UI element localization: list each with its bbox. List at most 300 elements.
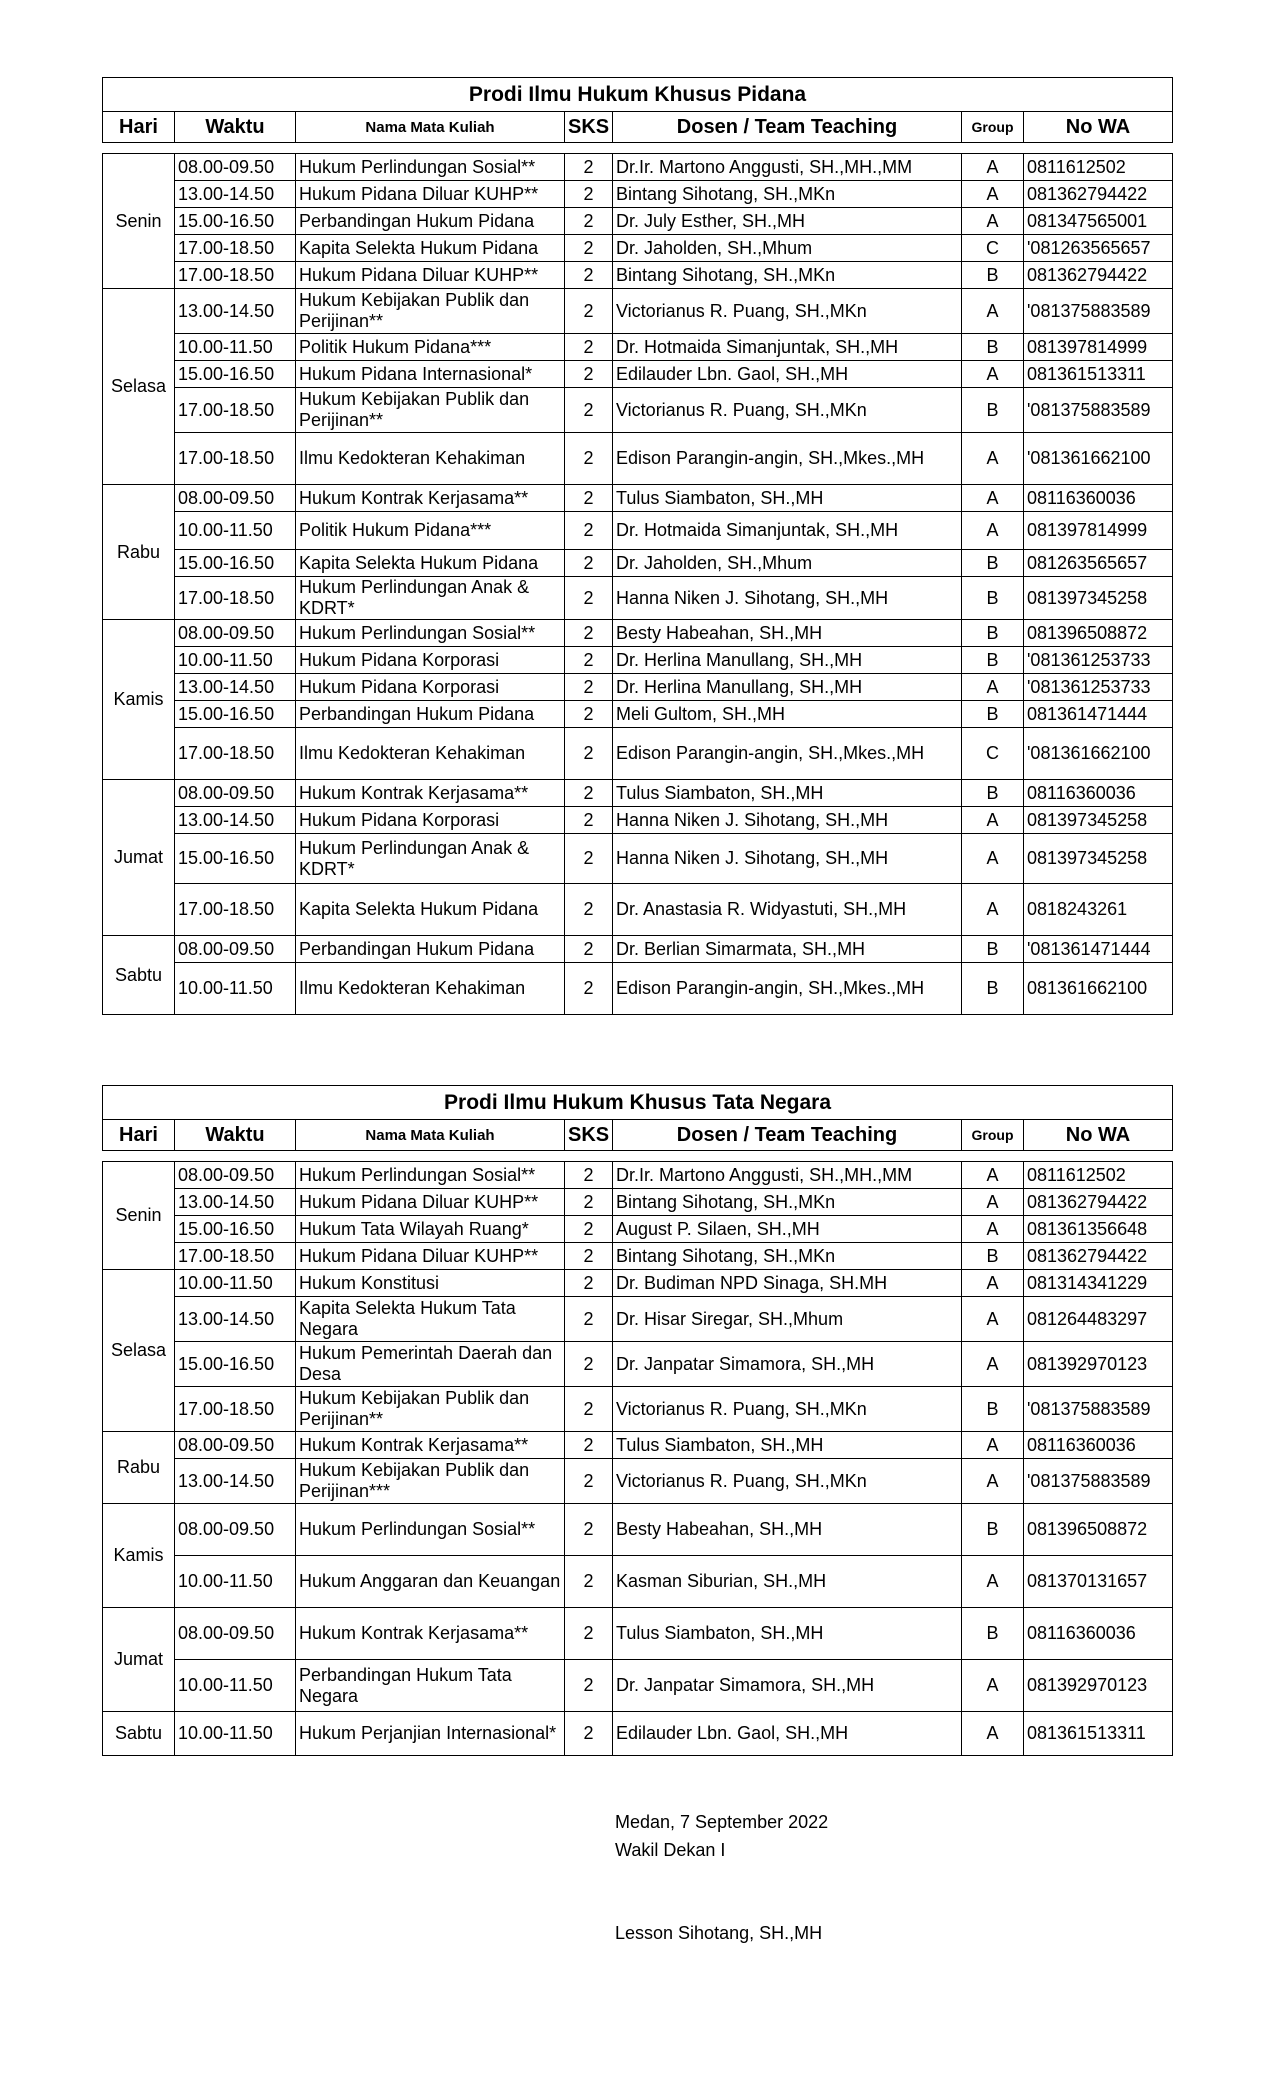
group-cell: B: [962, 334, 1024, 361]
group-cell: B: [962, 1387, 1024, 1432]
sks-cell: 2: [565, 235, 613, 262]
time-cell: 10.00-11.50: [175, 647, 296, 674]
wa-number-cell: 081392970123: [1024, 1660, 1173, 1712]
header-dosen: Dosen / Team Teaching: [613, 112, 962, 143]
tata-negara-rows: [103, 1162, 1173, 1756]
time-cell: 15.00-16.50: [175, 1342, 296, 1387]
day-cell: Rabu: [103, 485, 175, 620]
wa-number-cell: 081397814999: [1024, 512, 1173, 550]
group-cell: B: [962, 701, 1024, 728]
course-cell: Hukum Kebijakan Publik dan Perijinan**: [296, 289, 565, 334]
wa-number-cell: 081361662100: [1024, 963, 1173, 1015]
wa-number-cell: 081362794422: [1024, 262, 1173, 289]
group-cell: A: [962, 1342, 1024, 1387]
tata-negara-table: [102, 1085, 1173, 1756]
time-cell: 17.00-18.50: [175, 235, 296, 262]
group-cell: B: [962, 388, 1024, 433]
table-row: [103, 780, 1173, 807]
day-cell: Selasa: [103, 1270, 175, 1432]
time-cell: 15.00-16.50: [175, 550, 296, 577]
table-row: [103, 807, 1173, 834]
header-mata-kuliah: Nama Mata Kuliah: [296, 112, 565, 143]
lecturer-cell: Edison Parangin-angin, SH.,Mkes.,MH: [613, 433, 962, 485]
time-cell: 10.00-11.50: [175, 1712, 296, 1756]
time-cell: 13.00-14.50: [175, 674, 296, 701]
group-cell: A: [962, 361, 1024, 388]
time-cell: 08.00-09.50: [175, 1162, 296, 1189]
day-cell: Sabtu: [103, 936, 175, 1015]
sks-cell: 2: [565, 1504, 613, 1556]
sks-cell: 2: [565, 1162, 613, 1189]
table-row: [103, 388, 1173, 433]
group-cell: A: [962, 674, 1024, 701]
header-no-wa: No WA: [1024, 112, 1173, 143]
sks-cell: 2: [565, 1432, 613, 1459]
lecturer-cell: Dr. Hotmaida Simanjuntak, SH.,MH: [613, 512, 962, 550]
header-dosen: Dosen / Team Teaching: [613, 1120, 962, 1151]
time-cell: 15.00-16.50: [175, 361, 296, 388]
wa-number-cell: '081361662100: [1024, 728, 1173, 780]
sks-cell: 2: [565, 936, 613, 963]
lecturer-cell: Dr. Budiman NPD Sinaga, SH.MH: [613, 1270, 962, 1297]
table-row: [103, 963, 1173, 1015]
time-cell: 08.00-09.50: [175, 1608, 296, 1660]
lecturer-cell: Bintang Sihotang, SH.,MKn: [613, 262, 962, 289]
time-cell: 10.00-11.50: [175, 963, 296, 1015]
sks-cell: 2: [565, 262, 613, 289]
wa-number-cell: 0811612502: [1024, 1162, 1173, 1189]
schedule-table-tata-negara: [102, 1085, 1172, 1756]
table-row: [103, 208, 1173, 235]
sks-cell: 2: [565, 1297, 613, 1342]
wa-number-cell: 08116360036: [1024, 485, 1173, 512]
sks-cell: 2: [565, 388, 613, 433]
lecturer-cell: Dr. Jaholden, SH.,Mhum: [613, 550, 962, 577]
course-cell: Hukum Kontrak Kerjasama**: [296, 780, 565, 807]
table-row: [103, 181, 1173, 208]
signature-position: Wakil Dekan I: [615, 1840, 726, 1860]
wa-number-cell: 0818243261: [1024, 884, 1173, 936]
wa-number-cell: 081397814999: [1024, 334, 1173, 361]
header-group: Group: [962, 112, 1024, 143]
group-cell: B: [962, 1504, 1024, 1556]
table-row: [103, 701, 1173, 728]
table-row: [103, 1556, 1173, 1608]
course-cell: Hukum Kontrak Kerjasama**: [296, 485, 565, 512]
course-cell: Kapita Selekta Hukum Tata Negara: [296, 1297, 565, 1342]
wa-number-cell: 081396508872: [1024, 620, 1173, 647]
table-row: [103, 728, 1173, 780]
header-mata-kuliah: Nama Mata Kuliah: [296, 1120, 565, 1151]
wa-number-cell: '081361253733: [1024, 674, 1173, 701]
course-cell: Hukum Kontrak Kerjasama**: [296, 1608, 565, 1660]
sks-cell: 2: [565, 1608, 613, 1660]
lecturer-cell: Besty Habeahan, SH.,MH: [613, 1504, 962, 1556]
wa-number-cell: '081361471444: [1024, 936, 1173, 963]
group-cell: B: [962, 620, 1024, 647]
group-cell: B: [962, 936, 1024, 963]
table-row: [103, 1459, 1173, 1504]
time-cell: 13.00-14.50: [175, 1297, 296, 1342]
group-cell: A: [962, 1432, 1024, 1459]
sks-cell: 2: [565, 701, 613, 728]
wa-number-cell: '081375883589: [1024, 1459, 1173, 1504]
time-cell: 10.00-11.50: [175, 512, 296, 550]
group-cell: A: [962, 1556, 1024, 1608]
sks-cell: 2: [565, 1216, 613, 1243]
course-cell: Hukum Perlindungan Sosial**: [296, 620, 565, 647]
sks-cell: 2: [565, 512, 613, 550]
group-cell: A: [962, 1712, 1024, 1756]
signature-name: Lesson Sihotang, SH.,MH: [615, 1923, 823, 1943]
table-row: [103, 334, 1173, 361]
header-hari: Hari: [103, 1120, 175, 1151]
sks-cell: 2: [565, 181, 613, 208]
lecturer-cell: Edison Parangin-angin, SH.,Mkes.,MH: [613, 728, 962, 780]
table-title: Prodi Ilmu Hukum Khusus Pidana: [103, 78, 1173, 112]
sks-cell: 2: [565, 361, 613, 388]
lecturer-cell: Dr. Anastasia R. Widyastuti, SH.,MH: [613, 884, 962, 936]
course-cell: Kapita Selekta Hukum Pidana: [296, 550, 565, 577]
time-cell: 13.00-14.50: [175, 289, 296, 334]
table-row: [103, 550, 1173, 577]
time-cell: 15.00-16.50: [175, 834, 296, 884]
wa-number-cell: 081264483297: [1024, 1297, 1173, 1342]
schedule-table-pidana: [102, 77, 1172, 1015]
group-cell: C: [962, 728, 1024, 780]
course-cell: Hukum Pidana Diluar KUHP**: [296, 1243, 565, 1270]
lecturer-cell: Hanna Niken J. Sihotang, SH.,MH: [613, 834, 962, 884]
lecturer-cell: Tulus Siambaton, SH.,MH: [613, 1432, 962, 1459]
course-cell: Politik Hukum Pidana***: [296, 512, 565, 550]
group-cell: A: [962, 289, 1024, 334]
wa-number-cell: 081361513311: [1024, 361, 1173, 388]
table-row: [103, 235, 1173, 262]
pidana-rows: [103, 154, 1173, 1015]
group-cell: A: [962, 485, 1024, 512]
lecturer-cell: Tulus Siambaton, SH.,MH: [613, 780, 962, 807]
table-row: [103, 1712, 1173, 1756]
sks-cell: 2: [565, 1342, 613, 1387]
header-no-wa: No WA: [1024, 1120, 1173, 1151]
wa-number-cell: 081392970123: [1024, 1342, 1173, 1387]
time-cell: 13.00-14.50: [175, 1459, 296, 1504]
time-cell: 13.00-14.50: [175, 181, 296, 208]
sks-cell: 2: [565, 1189, 613, 1216]
wa-number-cell: '081361662100: [1024, 433, 1173, 485]
group-cell: A: [962, 1459, 1024, 1504]
course-cell: Kapita Selekta Hukum Pidana: [296, 235, 565, 262]
sks-cell: 2: [565, 485, 613, 512]
group-cell: B: [962, 647, 1024, 674]
group-cell: A: [962, 807, 1024, 834]
sks-cell: 2: [565, 1270, 613, 1297]
time-cell: 15.00-16.50: [175, 208, 296, 235]
course-cell: Hukum Kontrak Kerjasama**: [296, 1432, 565, 1459]
wa-number-cell: 0811612502: [1024, 154, 1173, 181]
table-row: [103, 1162, 1173, 1189]
table-row: [103, 512, 1173, 550]
lecturer-cell: Tulus Siambaton, SH.,MH: [613, 485, 962, 512]
header-sks: SKS: [565, 112, 613, 143]
time-cell: 08.00-09.50: [175, 154, 296, 181]
group-cell: A: [962, 181, 1024, 208]
sks-cell: 2: [565, 728, 613, 780]
wa-number-cell: 081361513311: [1024, 1712, 1173, 1756]
table-row: [103, 577, 1173, 620]
day-cell: Senin: [103, 154, 175, 289]
group-cell: A: [962, 1270, 1024, 1297]
lecturer-cell: Dr. Janpatar Simamora, SH.,MH: [613, 1342, 962, 1387]
course-cell: Kapita Selekta Hukum Pidana: [296, 884, 565, 936]
sks-cell: 2: [565, 807, 613, 834]
time-cell: 08.00-09.50: [175, 1432, 296, 1459]
time-cell: 17.00-18.50: [175, 388, 296, 433]
sks-cell: 2: [565, 1387, 613, 1432]
day-cell: Senin: [103, 1162, 175, 1270]
course-cell: Hukum Tata Wilayah Ruang*: [296, 1216, 565, 1243]
group-cell: A: [962, 433, 1024, 485]
header-waktu: Waktu: [175, 112, 296, 143]
course-cell: Hukum Pidana Korporasi: [296, 647, 565, 674]
wa-number-cell: 081361471444: [1024, 701, 1173, 728]
time-cell: 10.00-11.50: [175, 1556, 296, 1608]
sks-cell: 2: [565, 834, 613, 884]
course-cell: Hukum Anggaran dan Keuangan: [296, 1556, 565, 1608]
course-cell: Politik Hukum Pidana***: [296, 334, 565, 361]
wa-number-cell: 081396508872: [1024, 1504, 1173, 1556]
sks-cell: 2: [565, 550, 613, 577]
table-row: [103, 289, 1173, 334]
time-cell: 10.00-11.50: [175, 1270, 296, 1297]
wa-number-cell: 081362794422: [1024, 1189, 1173, 1216]
time-cell: 17.00-18.50: [175, 1387, 296, 1432]
lecturer-cell: Victorianus R. Puang, SH.,MKn: [613, 1387, 962, 1432]
sks-cell: 2: [565, 577, 613, 620]
sks-cell: 2: [565, 1243, 613, 1270]
group-cell: A: [962, 1162, 1024, 1189]
group-cell: A: [962, 1216, 1024, 1243]
lecturer-cell: Dr. Herlina Manullang, SH.,MH: [613, 674, 962, 701]
course-cell: Hukum Pidana Diluar KUHP**: [296, 1189, 565, 1216]
time-cell: 17.00-18.50: [175, 262, 296, 289]
time-cell: 10.00-11.50: [175, 334, 296, 361]
day-cell: Kamis: [103, 620, 175, 780]
wa-number-cell: 081397345258: [1024, 834, 1173, 884]
lecturer-cell: Dr. Hisar Siregar, SH.,Mhum: [613, 1297, 962, 1342]
header-hari: Hari: [103, 112, 175, 143]
course-cell: Hukum Pidana Diluar KUHP**: [296, 262, 565, 289]
wa-number-cell: 081362794422: [1024, 1243, 1173, 1270]
time-cell: 15.00-16.50: [175, 1216, 296, 1243]
time-cell: 08.00-09.50: [175, 1504, 296, 1556]
course-cell: Hukum Konstitusi: [296, 1270, 565, 1297]
header-waktu: Waktu: [175, 1120, 296, 1151]
day-cell: Jumat: [103, 780, 175, 936]
lecturer-cell: Edilauder Lbn. Gaol, SH.,MH: [613, 1712, 962, 1756]
time-cell: 17.00-18.50: [175, 1243, 296, 1270]
lecturer-cell: Kasman Siburian, SH.,MH: [613, 1556, 962, 1608]
course-cell: Ilmu Kedokteran Kehakiman: [296, 963, 565, 1015]
course-cell: Hukum Perlindungan Anak & KDRT*: [296, 577, 565, 620]
table-row: [103, 1297, 1173, 1342]
wa-number-cell: '081375883589: [1024, 289, 1173, 334]
wa-number-cell: 081397345258: [1024, 577, 1173, 620]
wa-number-cell: 081397345258: [1024, 807, 1173, 834]
lecturer-cell: Dr. Janpatar Simamora, SH.,MH: [613, 1660, 962, 1712]
sks-cell: 2: [565, 1556, 613, 1608]
wa-number-cell: 081347565001: [1024, 208, 1173, 235]
pidana-table: [102, 77, 1173, 1015]
group-cell: A: [962, 884, 1024, 936]
table-row: [103, 884, 1173, 936]
sks-cell: 2: [565, 620, 613, 647]
lecturer-cell: Edison Parangin-angin, SH.,Mkes.,MH: [613, 963, 962, 1015]
course-cell: Hukum Pidana Korporasi: [296, 807, 565, 834]
table-row: [103, 936, 1173, 963]
group-cell: B: [962, 262, 1024, 289]
course-cell: Hukum Perlindungan Sosial**: [296, 154, 565, 181]
time-cell: 15.00-16.50: [175, 701, 296, 728]
wa-number-cell: '081375883589: [1024, 1387, 1173, 1432]
table-row: [103, 1608, 1173, 1660]
sks-cell: 2: [565, 208, 613, 235]
wa-number-cell: 081362794422: [1024, 181, 1173, 208]
header-group: Group: [962, 1120, 1024, 1151]
table-row: [103, 154, 1173, 181]
wa-number-cell: '081375883589: [1024, 388, 1173, 433]
group-cell: B: [962, 963, 1024, 1015]
time-cell: 08.00-09.50: [175, 620, 296, 647]
table-row: [103, 1243, 1173, 1270]
group-cell: A: [962, 154, 1024, 181]
lecturer-cell: Meli Gultom, SH.,MH: [613, 701, 962, 728]
table-row: [103, 262, 1173, 289]
course-cell: Ilmu Kedokteran Kehakiman: [296, 728, 565, 780]
lecturer-cell: Dr.Ir. Martono Anggusti, SH.,MH.,MM: [613, 154, 962, 181]
course-cell: Hukum Pidana Korporasi: [296, 674, 565, 701]
group-cell: C: [962, 235, 1024, 262]
day-cell: Rabu: [103, 1432, 175, 1504]
group-cell: A: [962, 834, 1024, 884]
lecturer-cell: Tulus Siambaton, SH.,MH: [613, 1608, 962, 1660]
group-cell: A: [962, 1660, 1024, 1712]
lecturer-cell: Dr. Hotmaida Simanjuntak, SH.,MH: [613, 334, 962, 361]
lecturer-cell: Bintang Sihotang, SH.,MKn: [613, 1243, 962, 1270]
day-cell: Selasa: [103, 289, 175, 485]
group-cell: A: [962, 1297, 1024, 1342]
lecturer-cell: Dr.Ir. Martono Anggusti, SH.,MH.,MM: [613, 1162, 962, 1189]
table-row: [103, 1432, 1173, 1459]
lecturer-cell: Victorianus R. Puang, SH.,MKn: [613, 388, 962, 433]
sks-cell: 2: [565, 433, 613, 485]
group-cell: B: [962, 1243, 1024, 1270]
table-row: [103, 361, 1173, 388]
course-cell: Hukum Kebijakan Publik dan Perijinan**: [296, 1387, 565, 1432]
time-cell: 08.00-09.50: [175, 485, 296, 512]
course-cell: Hukum Pidana Internasional*: [296, 361, 565, 388]
time-cell: 17.00-18.50: [175, 433, 296, 485]
group-cell: B: [962, 780, 1024, 807]
time-cell: 17.00-18.50: [175, 577, 296, 620]
lecturer-cell: Bintang Sihotang, SH.,MKn: [613, 1189, 962, 1216]
table-row: [103, 1387, 1173, 1432]
table-row: [103, 620, 1173, 647]
table-title: Prodi Ilmu Hukum Khusus Tata Negara: [103, 1086, 1173, 1120]
sks-cell: 2: [565, 963, 613, 1015]
wa-number-cell: 081314341229: [1024, 1270, 1173, 1297]
table-row: [103, 647, 1173, 674]
group-cell: A: [962, 1189, 1024, 1216]
table-row: [103, 1270, 1173, 1297]
sks-cell: 2: [565, 647, 613, 674]
sks-cell: 2: [565, 884, 613, 936]
table-row: [103, 433, 1173, 485]
course-cell: Hukum Perlindungan Sosial**: [296, 1504, 565, 1556]
course-cell: Hukum Pidana Diluar KUHP**: [296, 181, 565, 208]
day-cell: Kamis: [103, 1504, 175, 1608]
course-cell: Perbandingan Hukum Pidana: [296, 701, 565, 728]
time-cell: 17.00-18.50: [175, 728, 296, 780]
lecturer-cell: Dr. Jaholden, SH.,Mhum: [613, 235, 962, 262]
group-cell: B: [962, 1608, 1024, 1660]
sks-cell: 2: [565, 674, 613, 701]
lecturer-cell: Hanna Niken J. Sihotang, SH.,MH: [613, 807, 962, 834]
lecturer-cell: Victorianus R. Puang, SH.,MKn: [613, 1459, 962, 1504]
time-cell: 08.00-09.50: [175, 780, 296, 807]
day-cell: Sabtu: [103, 1712, 175, 1756]
table-row: [103, 1660, 1173, 1712]
course-cell: Hukum Perjanjian Internasional*: [296, 1712, 565, 1756]
group-cell: B: [962, 577, 1024, 620]
lecturer-cell: Besty Habeahan, SH.,MH: [613, 620, 962, 647]
group-cell: A: [962, 208, 1024, 235]
sks-cell: 2: [565, 1459, 613, 1504]
table-row: [103, 1504, 1173, 1556]
sks-cell: 2: [565, 289, 613, 334]
lecturer-cell: Bintang Sihotang, SH.,MKn: [613, 181, 962, 208]
course-cell: Perbandingan Hukum Pidana: [296, 936, 565, 963]
table-row: [103, 674, 1173, 701]
header-sks: SKS: [565, 1120, 613, 1151]
table-row: [103, 1216, 1173, 1243]
sks-cell: 2: [565, 1660, 613, 1712]
lecturer-cell: Edilauder Lbn. Gaol, SH.,MH: [613, 361, 962, 388]
lecturer-cell: Hanna Niken J. Sihotang, SH.,MH: [613, 577, 962, 620]
lecturer-cell: Dr. Herlina Manullang, SH.,MH: [613, 647, 962, 674]
course-cell: Hukum Pemerintah Daerah dan Desa: [296, 1342, 565, 1387]
course-cell: Hukum Perlindungan Sosial**: [296, 1162, 565, 1189]
lecturer-cell: Dr. July Esther, SH.,MH: [613, 208, 962, 235]
wa-number-cell: '081263565657: [1024, 235, 1173, 262]
wa-number-cell: 08116360036: [1024, 780, 1173, 807]
sks-cell: 2: [565, 1712, 613, 1756]
course-cell: Hukum Perlindungan Anak & KDRT*: [296, 834, 565, 884]
course-cell: Hukum Kebijakan Publik dan Perijinan**: [296, 388, 565, 433]
time-cell: 10.00-11.50: [175, 1660, 296, 1712]
lecturer-cell: August P. Silaen, SH.,MH: [613, 1216, 962, 1243]
lecturer-cell: Dr. Berlian Simarmata, SH.,MH: [613, 936, 962, 963]
wa-number-cell: 081370131657: [1024, 1556, 1173, 1608]
time-cell: 13.00-14.50: [175, 807, 296, 834]
table-row: [103, 485, 1173, 512]
course-cell: Hukum Kebijakan Publik dan Perijinan***: [296, 1459, 565, 1504]
table-row: [103, 1189, 1173, 1216]
table-row: [103, 834, 1173, 884]
wa-number-cell: '081361253733: [1024, 647, 1173, 674]
course-cell: Perbandingan Hukum Pidana: [296, 208, 565, 235]
wa-number-cell: 081361356648: [1024, 1216, 1173, 1243]
